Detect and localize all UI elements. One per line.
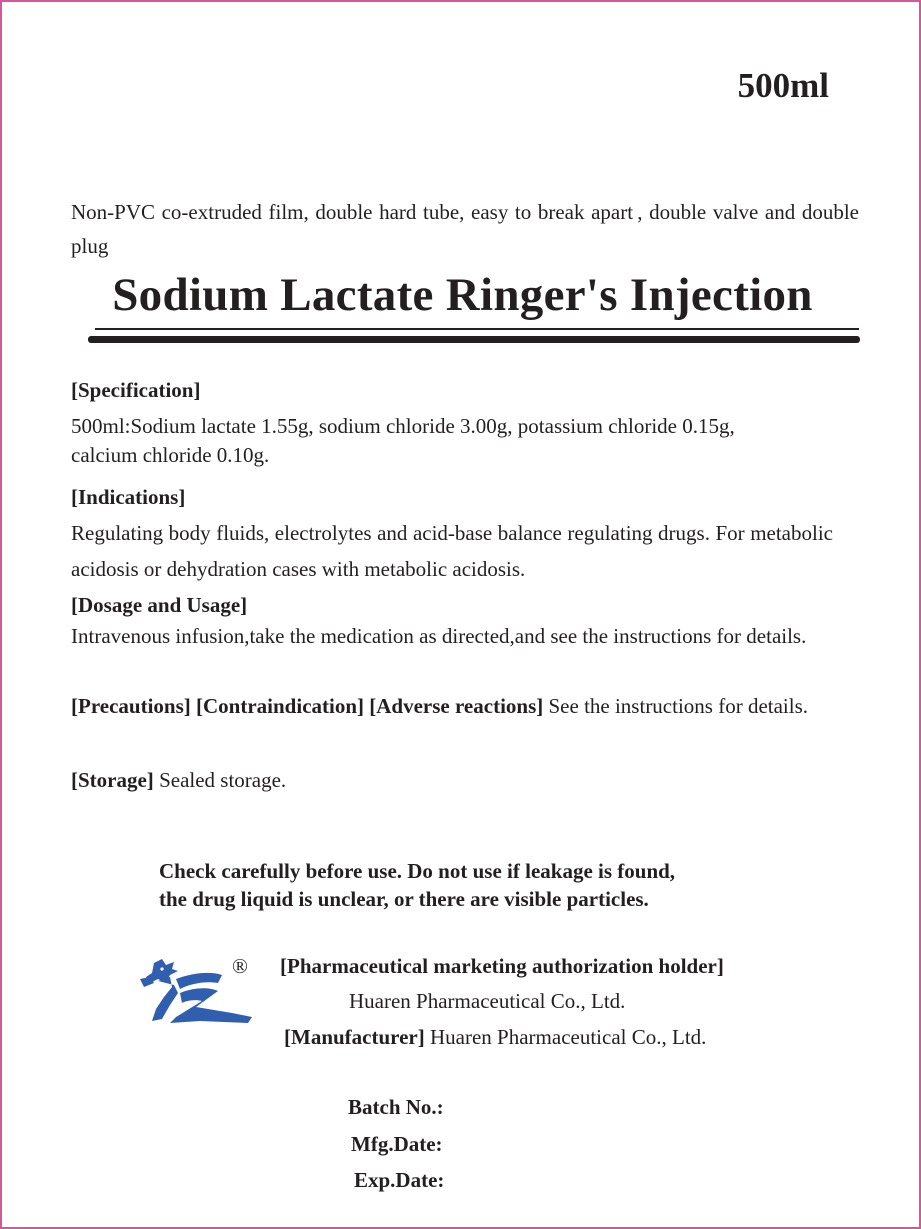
contraindication-heading: [Contraindication] — [196, 694, 365, 718]
indications-text: Regulating body fluids, electrolytes and acid-base balance regulating drugs. For metabolic acidosis or dehydration cases with metabolic acidosis. — [71, 521, 833, 581]
dosage-text: Intravenous infusion,take the medication as directed,and see the instructions for details. — [71, 624, 807, 648]
batch-no-label: Batch No.: — [348, 1095, 444, 1119]
precautions-text: See the instructions for details. — [548, 694, 809, 718]
precautions-paragraph — [71, 689, 833, 724]
storage-text: Sealed storage. — [159, 768, 287, 792]
title-rule-thick — [88, 336, 860, 343]
manufacturer-heading: [Manufacturer] — [284, 1025, 425, 1049]
mah-heading: [Pharmaceutical marketing authorization holder] — [280, 954, 724, 978]
mfg-date-label: Mfg.Date: — [351, 1132, 443, 1156]
volume-text: 500ml — [737, 66, 829, 105]
specification-line-2: calcium chloride 0.10g. — [71, 443, 270, 467]
title-rule-thin — [95, 328, 859, 330]
precautions-heading: [Precautions] — [71, 694, 191, 718]
manufacturer-line — [284, 1025, 706, 1050]
specification-line-1: 500ml:Sodium lactate 1.55g, sodium chloride 3.00g, potassium chloride 0.15g, — [71, 414, 735, 438]
packaging-note: Non-PVC co-extruded film, double hard tube, easy to break apart , double valve and double plug — [71, 200, 859, 258]
usage-warning — [159, 857, 799, 913]
registered-mark: ® — [232, 954, 248, 978]
product-title: Sodium Lactate Ringer's Injection — [112, 269, 813, 321]
specification-heading: [Specification] — [71, 378, 201, 402]
indications-heading: [Indications] — [71, 485, 186, 509]
warning-line-2: the drug liquid is unclear, or there are visible particles. — [159, 887, 649, 911]
warning-line-1: Check carefully before use. Do not use if leakage is found, — [159, 859, 676, 883]
exp-date-label: Exp.Date: — [354, 1168, 445, 1192]
dosage-heading: [Dosage and Usage] — [71, 593, 248, 617]
manufacturer-value: Huaren Pharmaceutical Co., Ltd. — [430, 1025, 707, 1049]
mah-value: Huaren Pharmaceutical Co., Ltd. — [349, 989, 626, 1013]
storage-heading: [Storage] — [71, 768, 154, 792]
adverse-reactions-heading: [Adverse reactions] — [369, 694, 544, 718]
storage-paragraph — [71, 763, 833, 798]
